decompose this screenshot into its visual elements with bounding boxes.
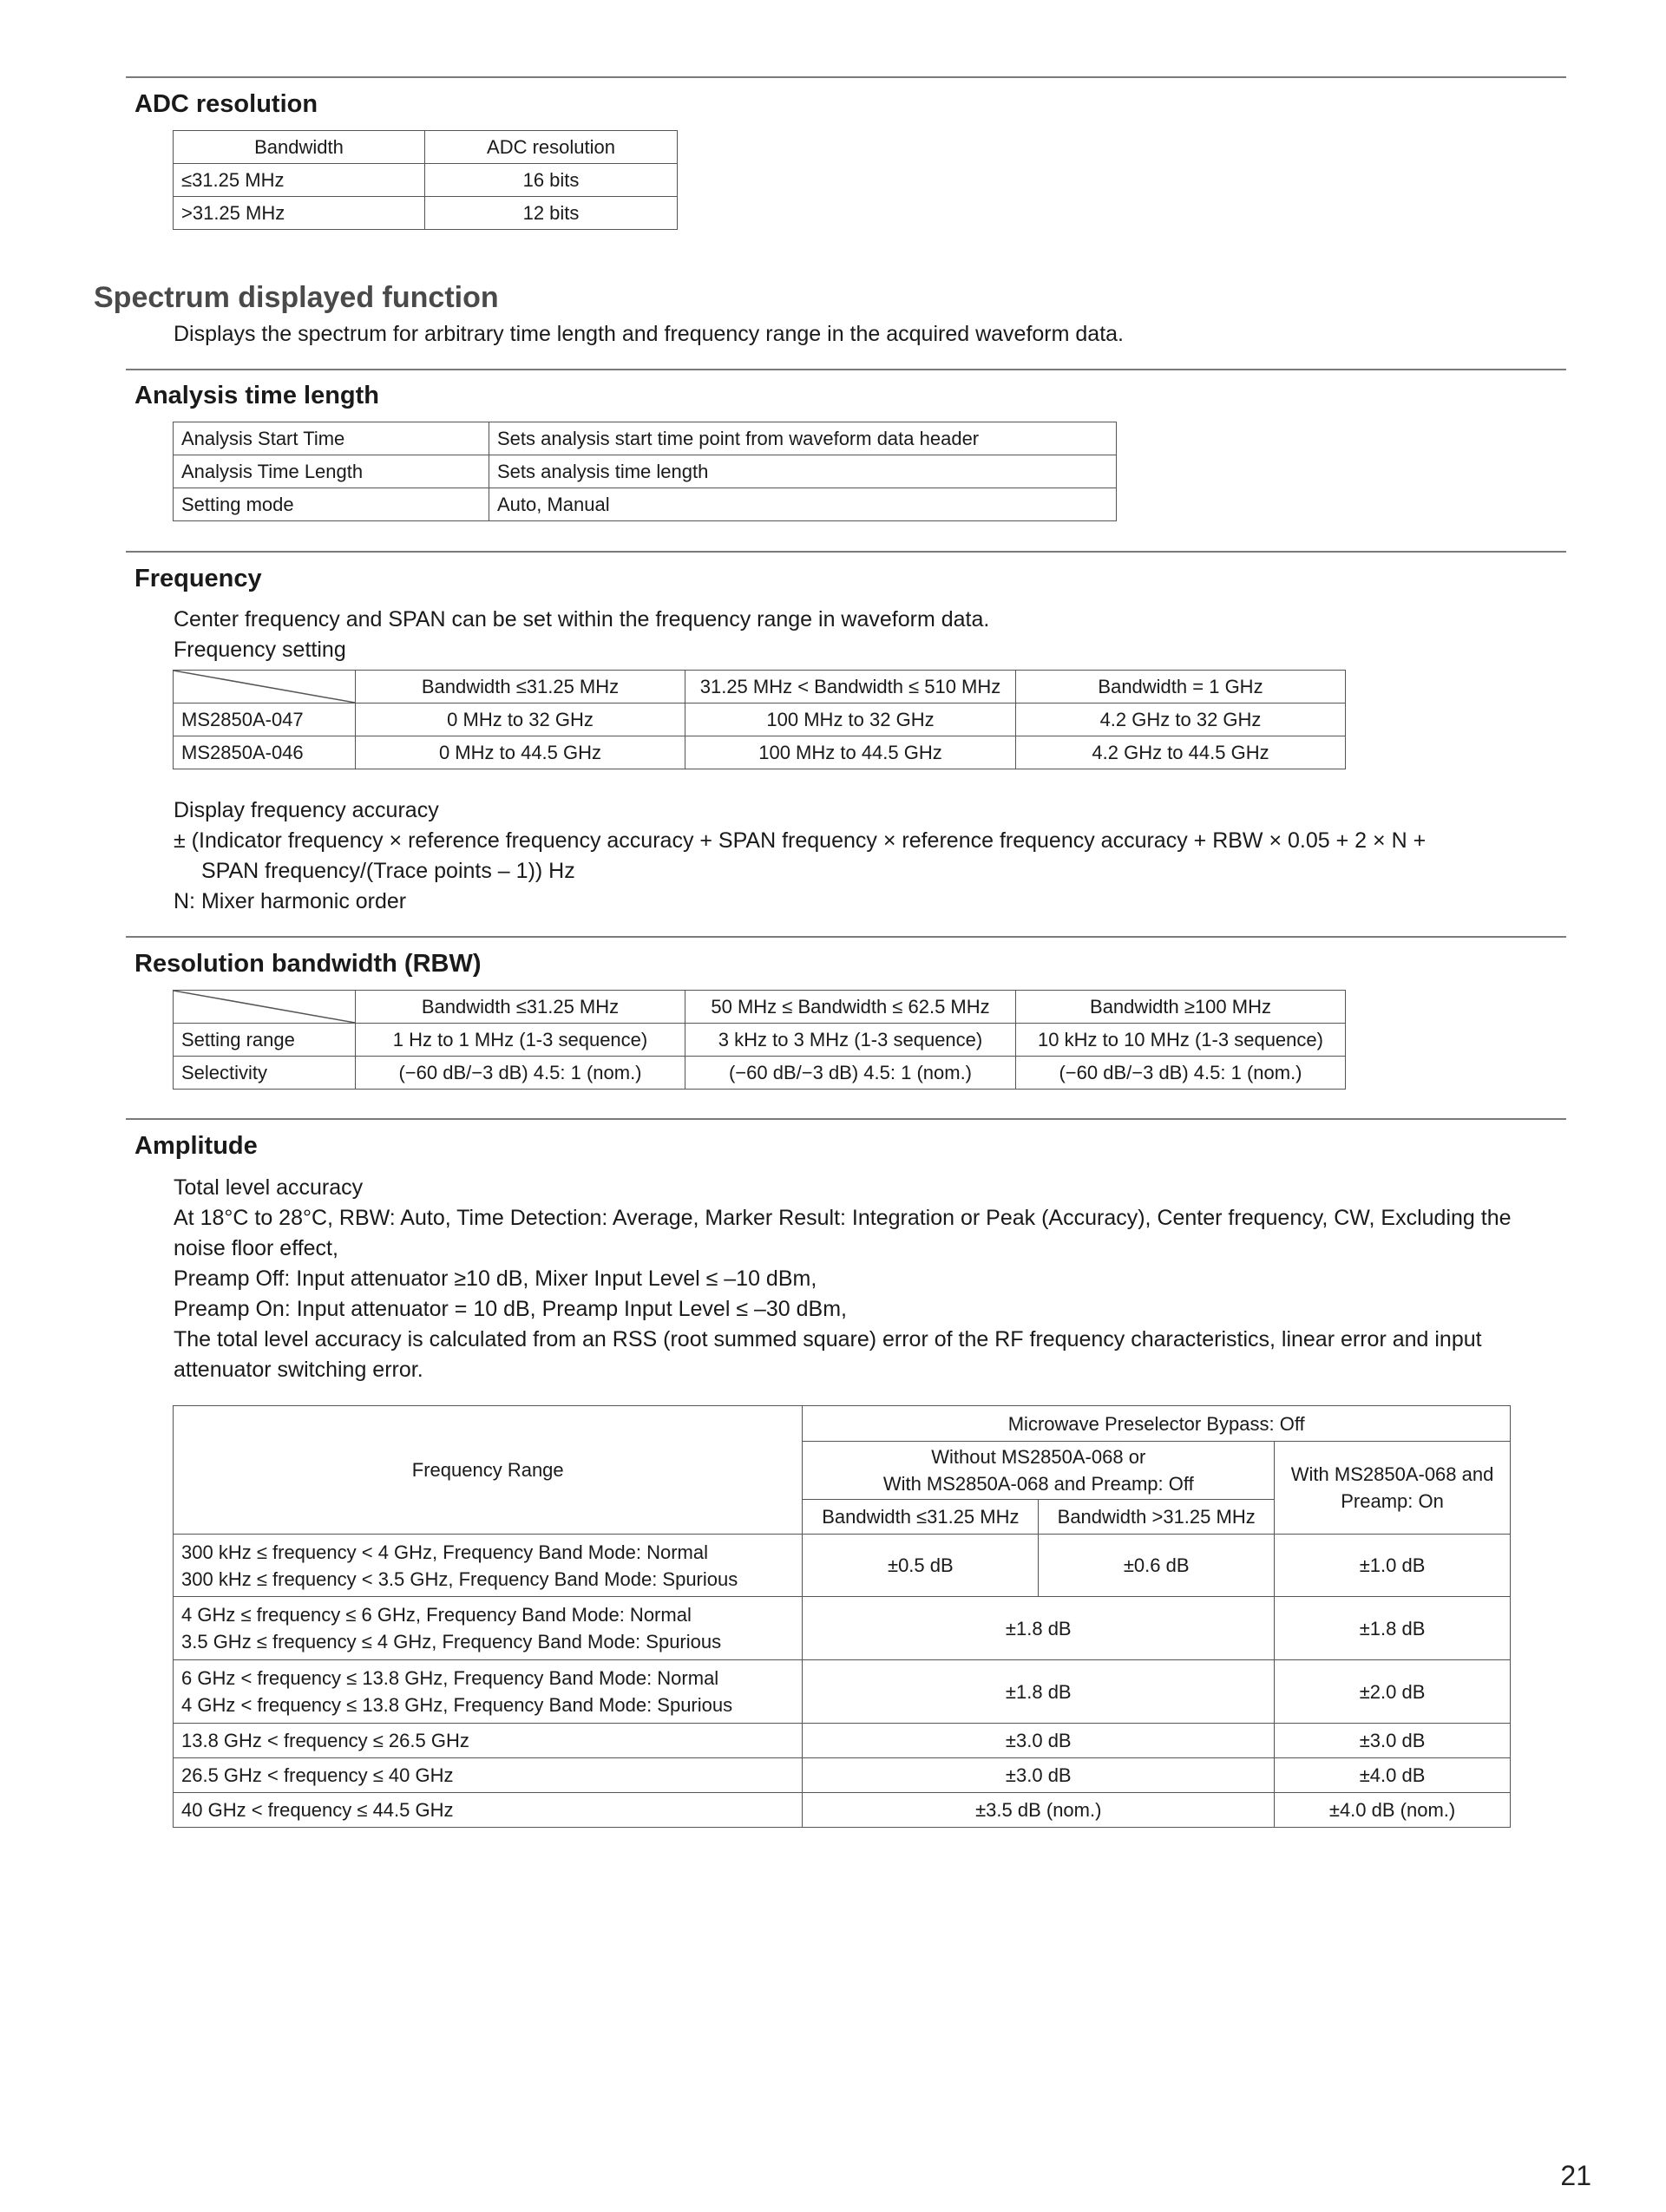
table-cell: Auto, Manual bbox=[489, 488, 1117, 521]
frequency-range-cell: 13.8 GHz < frequency ≤ 26.5 GHz bbox=[174, 1724, 803, 1758]
table-header: 50 MHz ≤ Bandwidth ≤ 62.5 MHz bbox=[685, 991, 1016, 1024]
table-cell: (−60 dB/−3 dB) 4.5: 1 (nom.) bbox=[1016, 1057, 1346, 1090]
frequency-setting-label: Frequency setting bbox=[174, 638, 346, 662]
table-row bbox=[174, 1793, 1511, 1828]
table-cell: 0 MHz to 32 GHz bbox=[356, 704, 685, 736]
adc-title: ADC resolution bbox=[134, 90, 318, 118]
table-cell: 0 MHz to 44.5 GHz bbox=[356, 736, 685, 769]
table-cell: Analysis Time Length bbox=[174, 455, 489, 488]
table-cell: 100 MHz to 32 GHz bbox=[685, 704, 1016, 736]
table-row bbox=[174, 1758, 1511, 1793]
table-cell: Selectivity bbox=[174, 1057, 356, 1090]
total-level-accuracy-label: Total level accuracy bbox=[174, 1175, 364, 1200]
table-row bbox=[174, 704, 1346, 736]
frequency-range-line: 4 GHz < frequency ≤ 13.8 GHz, Frequency Band Mode: Spurious bbox=[181, 1694, 733, 1716]
table-row bbox=[174, 164, 678, 197]
table-row bbox=[174, 422, 1117, 455]
table-cell: ±3.0 dB bbox=[1275, 1724, 1511, 1758]
table-cell: >31.25 MHz bbox=[174, 197, 425, 230]
table-row bbox=[174, 488, 1117, 521]
table-cell: ±3.0 dB bbox=[803, 1758, 1275, 1793]
frequency-range-line: 300 kHz ≤ frequency < 4 GHz, Frequency Band Mode: Normal bbox=[181, 1541, 708, 1563]
without-068-header-line: With MS2850A-068 and Preamp: Off bbox=[882, 1473, 1194, 1495]
frequency-range-cell: 40 GHz < frequency ≤ 44.5 GHz bbox=[174, 1793, 803, 1828]
bypass-header: Microwave Preselector Bypass: Off bbox=[803, 1406, 1511, 1442]
table-cell: (−60 dB/−3 dB) 4.5: 1 (nom.) bbox=[685, 1057, 1016, 1090]
amplitude-title: Amplitude bbox=[134, 1132, 258, 1160]
amplitude-condition: Preamp Off: Input attenuator ≥10 dB, Mixer Input Level ≤ –10 dBm, bbox=[174, 1266, 817, 1291]
table-cell: ±3.5 dB (nom.) bbox=[803, 1793, 1275, 1828]
frequency-range-line: 300 kHz ≤ frequency < 3.5 GHz, Frequency Band Mode: Spurious bbox=[181, 1567, 738, 1590]
table-cell: 1 Hz to 1 MHz (1-3 sequence) bbox=[356, 1024, 685, 1057]
analysis-table bbox=[173, 422, 1117, 521]
with-068-header-line: With MS2850A-068 and bbox=[1290, 1463, 1494, 1485]
without-068-header bbox=[803, 1442, 1275, 1500]
table-cell: Sets analysis start time point from waveform data header bbox=[489, 422, 1117, 455]
with-068-header bbox=[1275, 1442, 1511, 1535]
table-cell: 3 kHz to 3 MHz (1-3 sequence) bbox=[685, 1024, 1016, 1057]
table-cell: ±4.0 dB bbox=[1275, 1758, 1511, 1793]
harmonic-order-note: N: Mixer harmonic order bbox=[174, 889, 407, 913]
section-divider bbox=[126, 936, 1566, 938]
frequency-title: Frequency bbox=[134, 565, 262, 592]
section-divider bbox=[126, 369, 1566, 370]
rbw-title: Resolution bandwidth (RBW) bbox=[134, 950, 482, 978]
table-cell: ±2.0 dB bbox=[1275, 1660, 1511, 1724]
section-divider bbox=[126, 551, 1566, 553]
table-cell: Setting range bbox=[174, 1024, 356, 1057]
without-068-header-line: Without MS2850A-068 or bbox=[931, 1446, 1146, 1468]
adc-header-resolution: ADC resolution bbox=[425, 131, 678, 164]
table-cell: 4.2 GHz to 44.5 GHz bbox=[1016, 736, 1346, 769]
table-cell: Setting mode bbox=[174, 488, 489, 521]
table-cell: 10 kHz to 10 MHz (1-3 sequence) bbox=[1016, 1024, 1346, 1057]
table-cell: 12 bits bbox=[425, 197, 678, 230]
table-cell: ±1.8 dB bbox=[803, 1660, 1275, 1724]
table-cell: ±1.8 dB bbox=[803, 1597, 1275, 1660]
table-header: Bandwidth ≥100 MHz bbox=[1016, 991, 1346, 1024]
frequency-range-line: 4 GHz ≤ frequency ≤ 6 GHz, Frequency Band Mode: Normal bbox=[181, 1604, 692, 1626]
bandwidth-high-header: Bandwidth >31.25 MHz bbox=[1039, 1500, 1275, 1535]
table-cell: ±0.6 dB bbox=[1039, 1535, 1275, 1597]
section-divider bbox=[126, 76, 1566, 78]
diagonal-header-cell bbox=[174, 991, 356, 1024]
frequency-range-line: 6 GHz < frequency ≤ 13.8 GHz, Frequency Band Mode: Normal bbox=[181, 1667, 719, 1689]
table-row bbox=[174, 1660, 1511, 1724]
frequency-range-cell: 26.5 GHz < frequency ≤ 40 GHz bbox=[174, 1758, 803, 1793]
frequency-range-cell bbox=[174, 1597, 803, 1660]
analysis-title: Analysis time length bbox=[134, 382, 380, 409]
accuracy-formula: ± (Indicator frequency × reference frequency accuracy + SPAN frequency × reference frequency accuracy + RBW × 0.05 + 2 × N + bbox=[174, 828, 1427, 853]
frequency-range-cell bbox=[174, 1660, 803, 1724]
frequency-range-cell bbox=[174, 1535, 803, 1597]
frequency-setting-table bbox=[173, 670, 1346, 769]
table-cell: Analysis Start Time bbox=[174, 422, 489, 455]
accuracy-label: Display frequency accuracy bbox=[174, 798, 439, 822]
accuracy-formula-continued: SPAN frequency/(Trace points – 1)) Hz bbox=[201, 859, 575, 883]
adc-table bbox=[173, 130, 678, 230]
table-row bbox=[174, 197, 678, 230]
table-row bbox=[174, 1024, 1346, 1057]
page-number: 21 bbox=[1560, 2160, 1591, 2191]
table-cell: ±1.0 dB bbox=[1275, 1535, 1511, 1597]
spectrum-title: Spectrum displayed function bbox=[94, 281, 499, 314]
amplitude-condition: noise floor effect, bbox=[174, 1236, 338, 1260]
table-row bbox=[174, 1535, 1511, 1597]
rbw-table bbox=[173, 990, 1346, 1090]
table-row bbox=[174, 736, 1346, 769]
table-header: Bandwidth ≤31.25 MHz bbox=[356, 671, 685, 704]
table-cell: ±1.8 dB bbox=[1275, 1597, 1511, 1660]
table-cell: 4.2 GHz to 32 GHz bbox=[1016, 704, 1346, 736]
table-row bbox=[174, 1057, 1346, 1090]
table-cell: 16 bits bbox=[425, 164, 678, 197]
table-cell: ≤31.25 MHz bbox=[174, 164, 425, 197]
table-cell: MS2850A-046 bbox=[174, 736, 356, 769]
diagonal-header-cell bbox=[174, 671, 356, 704]
adc-header-bandwidth: Bandwidth bbox=[174, 131, 425, 164]
with-068-header-line: Preamp: On bbox=[1341, 1490, 1444, 1512]
table-header: Bandwidth ≤31.25 MHz bbox=[356, 991, 685, 1024]
table-cell: MS2850A-047 bbox=[174, 704, 356, 736]
frequency-range-line: 3.5 GHz ≤ frequency ≤ 4 GHz, Frequency Band Mode: Spurious bbox=[181, 1631, 722, 1652]
amplitude-condition: attenuator switching error. bbox=[174, 1358, 423, 1382]
total-level-accuracy-table bbox=[173, 1405, 1511, 1828]
bandwidth-low-header: Bandwidth ≤31.25 MHz bbox=[803, 1500, 1039, 1535]
amplitude-condition: The total level accuracy is calculated from an RSS (root summed square) error of the RF frequency characteristics, linear error and input bbox=[174, 1327, 1482, 1351]
table-header: 31.25 MHz < Bandwidth ≤ 510 MHz bbox=[685, 671, 1016, 704]
amplitude-condition: Preamp On: Input attenuator = 10 dB, Preamp Input Level ≤ –30 dBm, bbox=[174, 1297, 847, 1321]
frequency-intro: Center frequency and SPAN can be set within the frequency range in waveform data. bbox=[174, 607, 990, 632]
table-row bbox=[174, 1597, 1511, 1660]
frequency-range-header: Frequency Range bbox=[174, 1406, 803, 1535]
spectrum-description: Displays the spectrum for arbitrary time length and frequency range in the acquired waveform data. bbox=[174, 322, 1124, 346]
table-row bbox=[174, 455, 1117, 488]
table-cell: ±3.0 dB bbox=[803, 1724, 1275, 1758]
section-divider bbox=[126, 1118, 1566, 1120]
table-header: Bandwidth = 1 GHz bbox=[1016, 671, 1346, 704]
table-cell: ±0.5 dB bbox=[803, 1535, 1039, 1597]
table-row bbox=[174, 1724, 1511, 1758]
amplitude-condition: At 18°C to 28°C, RBW: Auto, Time Detection: Average, Marker Result: Integration or Peak (Accuracy), Center frequency, CW, Excluding the bbox=[174, 1206, 1512, 1230]
table-cell: Sets analysis time length bbox=[489, 455, 1117, 488]
table-cell: (−60 dB/−3 dB) 4.5: 1 (nom.) bbox=[356, 1057, 685, 1090]
table-cell: ±4.0 dB (nom.) bbox=[1275, 1793, 1511, 1828]
table-cell: 100 MHz to 44.5 GHz bbox=[685, 736, 1016, 769]
